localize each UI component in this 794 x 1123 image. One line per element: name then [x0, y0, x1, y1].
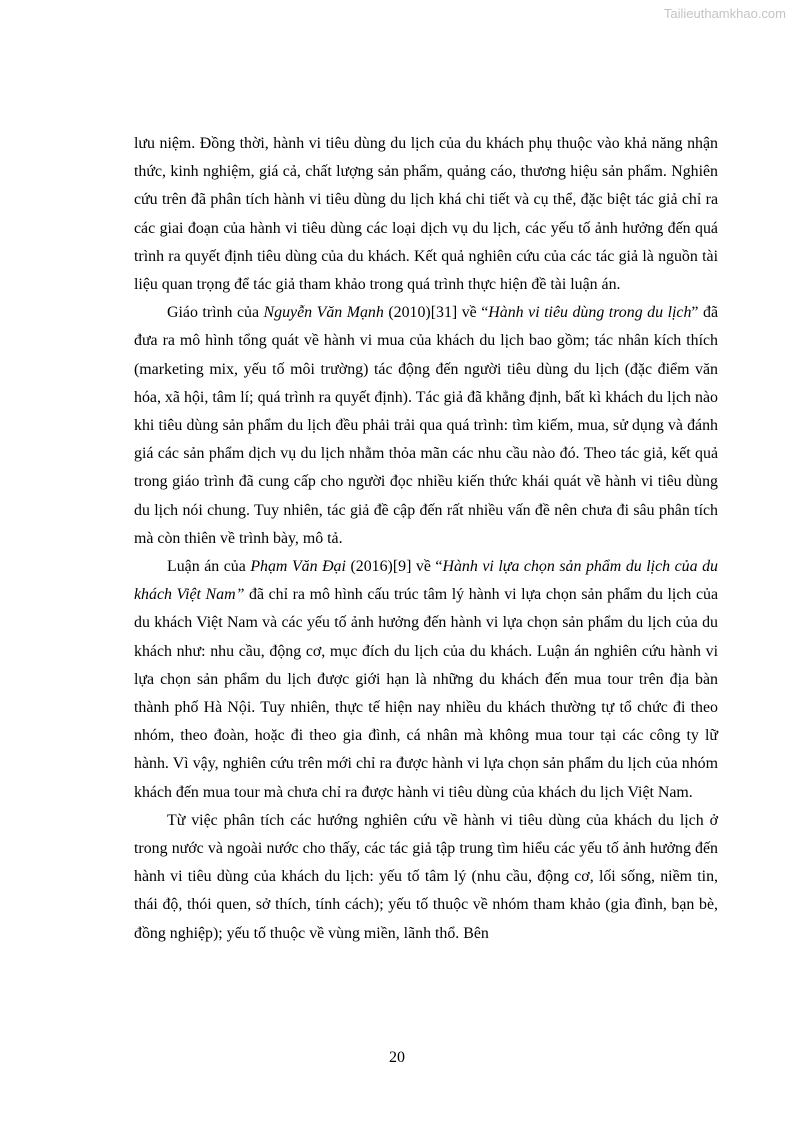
paragraph-text: (2010)[31] về “: [383, 304, 489, 322]
watermark: Tailieuthamkhao.com: [663, 6, 786, 21]
paragraph-text: Giáo trình của: [167, 304, 264, 322]
paragraph-text: ” đã đưa ra mô hình tổng quát về hành vi mua của khách du lịch bao gồm; tác nhân kích thích (marketing mix, yếu tố môi trường) tác động đến người tiêu dùng du lịch (đặc điểm văn hóa, xã hội, tâm lí; quá trình ra quyết định). Tác giả đã khẳng định, bất kì khách du lịch nào khi tiêu dùng sản phẩm du lịch đều phải trải qua quá trình: tìm kiếm, mua, sử dụng và đánh giá các sản phẩm dịch vụ du lịch nhằm thỏa mãn các nhu cầu nào đó. Theo tác giả, kết quả trong giáo trình đã cung cấp cho người đọc nhiều kiến thức khái quát về hành vi tiêu dùng du lịch nói chung. Tuy nhiên, tác giả đề cập đến rất nhiều vấn đề nên chưa đi sâu phân tích mà còn thiên về trình bày, mô tả.: [134, 304, 719, 547]
italic-text: Nguyễn Văn Mạnh: [263, 304, 384, 322]
paragraph-text: đã chỉ ra mô hình cấu trúc tâm lý hành vi lựa chọn sản phẩm du lịch của du khách Việt Nam và các yếu tố ảnh hưởng đến hành vi lựa chọn sản phẩm du lịch của du khách như: nhu cầu, động cơ, mục đích du lịch của du khách. Luận án nghiên cứu hành vi lựa chọn sản phẩm du lịch được giới hạn là những du khách đến mua tour trên địa bàn thành phố Hà Nội. Tuy nhiên, thực tế hiện nay nhiều du khách thường tự tổ chức đi theo nhóm, theo đoàn, hoặc đi theo gia đình, cá nhân mà không mua tour tại các công ty lữ hành. Vì vậy, nghiên cứu trên mới chỉ ra được hành vi lựa chọn sản phẩm du lịch của nhóm khách đến mua tour mà chưa chỉ ra được hành vi tiêu dùng của khách du lịch Việt Nam.: [134, 586, 718, 801]
body-paragraph: [134, 553, 718, 807]
body-paragraph: [134, 130, 718, 299]
paragraph-text: Luận án của: [167, 558, 251, 576]
document-body: [134, 130, 718, 948]
paragraph-text: Từ việc phân tích các hướng nghiên cứu về hành vi tiêu dùng của khách du lịch ở trong nước và ngoài nước cho thấy, các tác giả tập trung tìm hiểu các yếu tố ảnh hưởng đến hành vi tiêu dùng của khách du lịch: yếu tố tâm lý (nhu cầu, động cơ, lối sống, niềm tin, thái độ, thói quen, sở thích, tính cách); yếu tố thuộc về nhóm tham khảo (gia đình, bạn bè, đồng nghiệp); yếu tố thuộc về vùng miền, lãnh thổ. Bên: [134, 811, 718, 942]
italic-text: Hành vi tiêu dùng trong du lịch: [488, 304, 692, 322]
paragraph-text: lưu niệm. Đồng thời, hành vi tiêu dùng du lịch của du khách phụ thuộc vào khả năng nhận thức, kinh nghiệm, giá cả, chất lượng sản phẩm, quảng cáo, thương hiệu sản phẩm. Nghiên cứu trên đã phân tích hành vi tiêu dùng du lịch khá chi tiết và cụ thể, đặc biệt tác giả chỉ ra các giai đoạn của hành vi tiêu dùng các loại dịch vụ du lịch, các yếu tố ảnh hưởng đến quá trình ra quyết định tiêu dùng của du khách. Kết quả nghiên cứu của các tác giả là nguồn tài liệu quan trọng để tác giả tham khảo trong quá trình thực hiện đề tài luận án.: [134, 135, 718, 294]
page-number: 20: [389, 1049, 405, 1066]
paragraph-text: (2016)[9] về “: [345, 558, 443, 576]
body-paragraph: [134, 299, 718, 553]
italic-text: Phạm Văn Đại: [250, 558, 346, 576]
body-paragraph: [134, 807, 718, 948]
italic-text: Hành vi lựa chọn sản phẩm du lịch của du khách Việt Nam”: [134, 558, 719, 604]
